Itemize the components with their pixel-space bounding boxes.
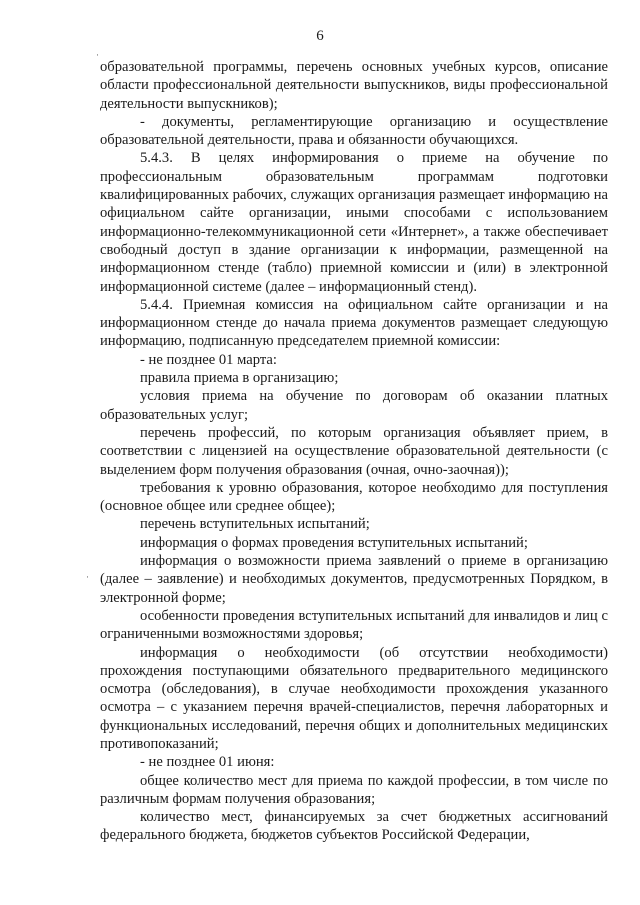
paragraph: - не позднее 01 марта: [140,351,277,368]
paragraph: - не позднее 01 июня: [140,754,275,771]
paragraph: перечень профессий, по которым организация объявляет прием, в соответствии с лицензией на осуществление образовательной деятельности (с выделением форм получения образования (очная, очно-заочная)); [100,424,608,478]
paragraph: информация о необходимости (об отсутствии необходимости) прохождения поступающими обязательного предварительного медицинского осмотра (обследования), в случае необходимости прохождения указанного осмотра – с указанием перечня врачей-специалистов, перечня лабораторных и функциональных исследований, перечня общих и дополнительных медицинских противопоказаний; [100,644,608,752]
paragraph: количество мест, финансируемых за счет бюджетных ассигнований федерального бюджета, бюджетов субъектов Российской Федерации, [100,809,608,844]
paragraph: требования к уровню образования, которое необходимо для поступления (основное общее или среднее общее); [100,479,608,515]
paragraph: информация о формах проведения вступительных испытаний; [140,534,528,551]
paragraph: - документы, регламентирующие организацию и осуществление образовательной деятельности, права и обязанности обучающихся. [100,113,608,149]
paragraph: 5.4.3. В целях информирования о приеме на обучение по профессиональным образовательным программам подготовки квалифицированных рабочих, служащих организация размещает информацию на официальном сайте организации, иными способами с использованием информационно-телекоммуникационной сети «Интернет», а также обеспечивает свободный доступ в здание организации к информации, размещенной на информационном стенде (табло) приемной комиссии и (или) в электронной информационной системе (далее – информационный стенд). [100,150,608,295]
scan-speck: · [86,572,89,582]
paragraph: общее количество мест для приема по каждой профессии, в том числе по различным формам получения образования; [100,772,608,807]
paragraph: особенности проведения вступительных испытаний для инвалидов и лиц с ограниченными возможностями здоровья; [100,607,608,643]
scan-speck: · [96,50,99,60]
paragraph: условия приема на обучение по договорам об оказании платных образовательных услуг; [100,388,608,423]
paragraph: информация о возможности приема заявлений о приеме в организацию (далее – заявление) и необходимых документов, предусмотренных Порядком, в электронной форме; [100,553,608,606]
page-number: 6 [316,28,324,44]
document-body [100,58,608,845]
paragraph: перечень вступительных испытаний; [140,516,370,533]
paragraph: 5.4.4. Приемная комиссия на официальном сайте организации и на информационном стенде до начала приема документов размещает следующую информацию, подписанную председателем приемной комиссии: [100,296,608,350]
paragraph: образовательной программы, перечень основных учебных курсов, описание области профессиональной деятельности выпускников, виды профессиональной деятельности выпускников); [100,59,608,112]
paragraph: правила приема в организацию; [140,370,339,387]
